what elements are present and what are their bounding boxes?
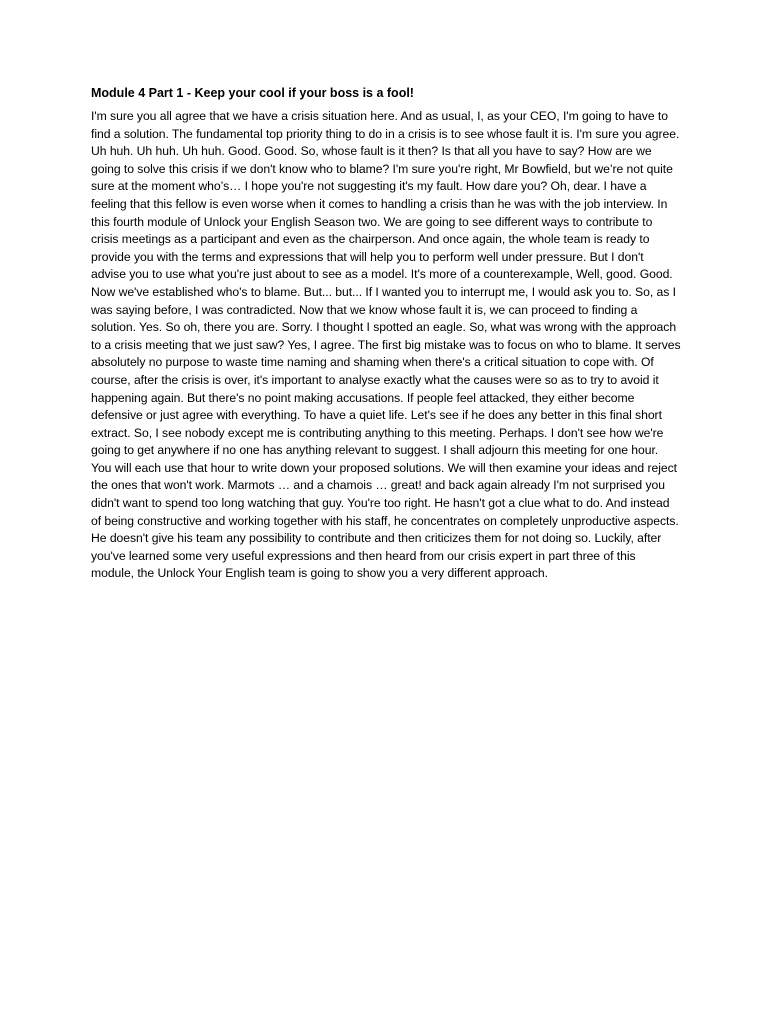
document-page	[91, 84, 681, 583]
document-title: Module 4 Part 1 - Keep your cool if your boss is a fool!	[91, 86, 414, 100]
document-body: I'm sure you all agree that we have a crisis situation here. And as usual, I, as your CEO, I'm going to have to find a solution. The fundamental top priority thing to do in a crisis is to see whose fault it is. I'm sure you agree. Uh huh. Uh huh. Uh huh. Good. Good. So, whose fault is it then? Is that all you have to say? How are we going to solve this crisis if we don't know who to blame? I'm sure you're right, Mr Bowfield, but we’re not quite sure at the moment who’s… I hope you're not suggesting it's my fault. How dare you? Oh, dear. I have a feeling that this fellow is even worse when it comes to handling a crisis than he was with the job interview. In this fourth module of Unlock your English Season two. We are going to see different ways to contribute to crisis meetings as a participant and even as the chairperson. And once again, the whole team is ready to provide you with the terms and expressions that will help you to perform well under pressure. But I don't advise you to use what you're just about to see as a model. It's more of a counterexample, Well, good. Good. Now we've established who's to blame. But... but... If I wanted you to interrupt me, I would ask you to. So, as I was saying before, I was contradicted. Now that we know whose fault it is, we can proceed to finding a solution. Yes. So oh, there you are. Sorry. I thought I spotted an eagle. So, what was wrong with the approach to a crisis meeting that we just saw? Yes, I agree. The first big mistake was to focus on who to blame. It serves absolutely no purpose to waste time naming and shaming when there's a critical situation to cope with. Of course, after the crisis is over, it's important to analyse exactly what the causes were so as to try to avoid it happening again. But there's no point making accusations. If people feel attacked, they either become defensive or just agree with everything. To have a quiet life. Let's see if he does any better in this final short extract. So, I see nobody except me is contributing anything to this meeting. Perhaps. I don't see how we're going to get anywhere if no one has anything relevant to suggest. I shall adjourn this meeting for one hour. You will each use that hour to write down your proposed solutions. We will then examine your ideas and reject the ones that won't work. Marmots … and a chamois … great! and back again already I'm not surprised you didn't want to spend too long watching that guy. You're too right. He hasn't got a clue what to do. And instead of being constructive and working together with his staff, he concentrates on completely unproductive aspects. He doesn't give his team any possibility to contribute and then criticizes them for not doing so. Luckily, after you've learned some very useful expressions and then heard from our crisis expert in part three of this module, the Unlock Your English team is going to show you a very different approach.	[91, 109, 681, 581]
